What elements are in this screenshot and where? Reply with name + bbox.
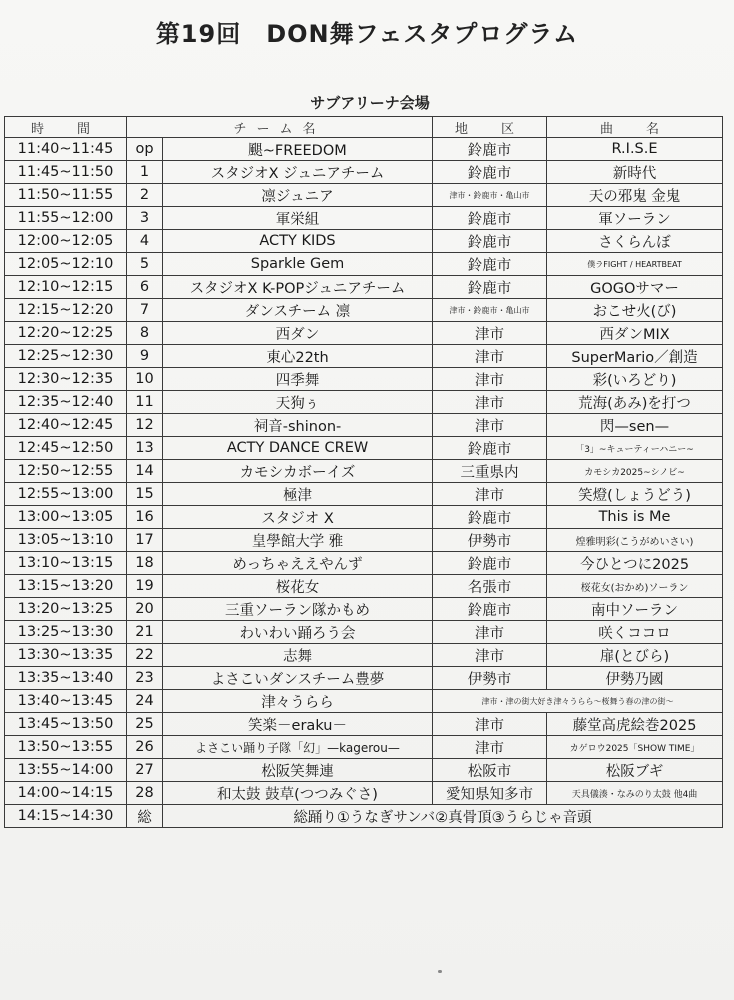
time-cell: 12:35~12:40 xyxy=(5,391,127,414)
team-cell: 三重ソーラン隊かもめ xyxy=(163,598,433,621)
table-row xyxy=(5,690,723,713)
time-cell: 13:05~13:10 xyxy=(5,529,127,552)
area-cell: 名張市 xyxy=(433,575,547,598)
area-cell: 津市 xyxy=(433,391,547,414)
song-cell: 彩(いろどり) xyxy=(547,368,723,391)
number-cell: 12 xyxy=(127,414,163,437)
song-cell: 桜花女(おかめ)ソーラン xyxy=(547,575,723,598)
area-cell: 鈴鹿市 xyxy=(433,207,547,230)
time-cell: 12:25~12:30 xyxy=(5,345,127,368)
time-cell: 12:50~12:55 xyxy=(5,460,127,483)
table-row xyxy=(5,529,723,552)
table-row xyxy=(5,506,723,529)
time-cell: 11:45~11:50 xyxy=(5,161,127,184)
team-cell: 凛ジュニア xyxy=(163,184,433,207)
number-cell: 5 xyxy=(127,253,163,276)
time-cell: 14:00~14:15 xyxy=(5,782,127,805)
song-cell: 扉(とびら) xyxy=(547,644,723,667)
song-cell: 僕ラFIGHT / HEARTBEAT xyxy=(547,253,723,276)
number-cell: 16 xyxy=(127,506,163,529)
number-cell: 3 xyxy=(127,207,163,230)
song-cell: 南中ソーラン xyxy=(547,598,723,621)
table-row xyxy=(5,644,723,667)
number-cell: 14 xyxy=(127,460,163,483)
team-cell: スタジオX ジュニアチーム xyxy=(163,161,433,184)
table-row xyxy=(5,138,723,161)
area-cell: 津市 xyxy=(433,644,547,667)
time-cell: 13:55~14:00 xyxy=(5,759,127,782)
team-cell: 西ダン xyxy=(163,322,433,345)
time-cell: 13:45~13:50 xyxy=(5,713,127,736)
number-cell: 24 xyxy=(127,690,163,713)
song-cell: 咲くココロ xyxy=(547,621,723,644)
song-cell: 天の邪鬼 金鬼 xyxy=(547,184,723,207)
number-cell: 9 xyxy=(127,345,163,368)
header-time: 時 間 xyxy=(5,117,127,138)
time-cell: 13:15~13:20 xyxy=(5,575,127,598)
number-cell: 17 xyxy=(127,529,163,552)
table-row xyxy=(5,552,723,575)
page-title: 第19回 DON舞フェスタプログラム xyxy=(155,20,579,48)
table-row xyxy=(5,575,723,598)
team-cell: 颶~FREEDOM xyxy=(163,138,433,161)
number-cell: 19 xyxy=(127,575,163,598)
area-cell: 三重県内 xyxy=(433,460,547,483)
team-cell: Sparkle Gem xyxy=(163,253,433,276)
team-cell: 祠音-shinon- xyxy=(163,414,433,437)
area-cell: 松阪市 xyxy=(433,759,547,782)
song-cell: 天具儀湊・なみのり太鼓 他4曲 xyxy=(547,782,723,805)
time-cell: 13:50~13:55 xyxy=(5,736,127,759)
time-cell: 13:00~13:05 xyxy=(5,506,127,529)
song-cell: 新時代 xyxy=(547,161,723,184)
area-cell: 津市 xyxy=(433,345,547,368)
finale-row xyxy=(5,805,723,828)
number-cell: 10 xyxy=(127,368,163,391)
table-row xyxy=(5,437,723,460)
area-cell: 鈴鹿市 xyxy=(433,230,547,253)
area-cell: 伊勢市 xyxy=(433,667,547,690)
time-cell: 12:10~12:15 xyxy=(5,276,127,299)
number-cell: 27 xyxy=(127,759,163,782)
table-row xyxy=(5,253,723,276)
time-cell: 12:40~12:45 xyxy=(5,414,127,437)
time-cell: 13:10~13:15 xyxy=(5,552,127,575)
song-cell: おこせ火(び) xyxy=(547,299,723,322)
team-cell: 桜花女 xyxy=(163,575,433,598)
team-cell: よさこいダンスチーム豊夢 xyxy=(163,667,433,690)
song-cell: 今ひとつに2025 xyxy=(547,552,723,575)
table-row xyxy=(5,161,723,184)
song-cell: 軍ソーラン xyxy=(547,207,723,230)
time-cell: 13:40~13:45 xyxy=(5,690,127,713)
area-cell: 津市 xyxy=(433,713,547,736)
song-cell: さくらんぼ xyxy=(547,230,723,253)
team-cell: 志舞 xyxy=(163,644,433,667)
table-row xyxy=(5,782,723,805)
area-cell: 鈴鹿市 xyxy=(433,276,547,299)
team-cell: カモシカボーイズ xyxy=(163,460,433,483)
table-row xyxy=(5,460,723,483)
area-cell: 鈴鹿市 xyxy=(433,161,547,184)
time-cell: 12:55~13:00 xyxy=(5,483,127,506)
area-cell: 津市 xyxy=(433,322,547,345)
team-cell: 松阪笑舞連 xyxy=(163,759,433,782)
team-cell: 皇學館大学 雅 xyxy=(163,529,433,552)
team-cell: 和太鼓 鼓草(つつみぐさ) xyxy=(163,782,433,805)
number-cell: 11 xyxy=(127,391,163,414)
song-cell: R.I.S.E xyxy=(547,138,723,161)
area-cell: 津市 xyxy=(433,621,547,644)
table-row xyxy=(5,230,723,253)
table-row xyxy=(5,713,723,736)
song-cell: 津市・津の街大好き津々うらら～桜舞う春の津の街～ xyxy=(433,690,723,713)
song-cell: 松阪ブギ xyxy=(547,759,723,782)
header-team: チーム名 xyxy=(127,117,433,138)
team-cell: 天狗ぅ xyxy=(163,391,433,414)
team-cell: ダンスチーム 凛 xyxy=(163,299,433,322)
song-cell: SuperMario／創造 xyxy=(547,345,723,368)
table-row xyxy=(5,368,723,391)
team-cell: 笑楽－eraku－ xyxy=(163,713,433,736)
area-cell: 津市・鈴鹿市・亀山市 xyxy=(433,299,547,322)
number-cell: 28 xyxy=(127,782,163,805)
team-cell: 軍栄組 xyxy=(163,207,433,230)
time-cell: 12:05~12:10 xyxy=(5,253,127,276)
team-cell: ACTY KIDS xyxy=(163,230,433,253)
number-cell: 22 xyxy=(127,644,163,667)
area-cell: 津市・鈴鹿市・亀山市 xyxy=(433,184,547,207)
team-cell: 極津 xyxy=(163,483,433,506)
number-cell: 21 xyxy=(127,621,163,644)
time-cell: 12:45~12:50 xyxy=(5,437,127,460)
table-row xyxy=(5,345,723,368)
time-cell: 11:55~12:00 xyxy=(5,207,127,230)
time-cell: 12:00~12:05 xyxy=(5,230,127,253)
team-cell: スタジオ X xyxy=(163,506,433,529)
table-row xyxy=(5,621,723,644)
schedule-body xyxy=(5,138,723,828)
team-cell: ACTY DANCE CREW xyxy=(163,437,433,460)
table-row xyxy=(5,184,723,207)
area-cell: 鈴鹿市 xyxy=(433,552,547,575)
song-cell: 藤堂高虎絵巻2025 xyxy=(547,713,723,736)
number-cell: 23 xyxy=(127,667,163,690)
table-row xyxy=(5,759,723,782)
table-row xyxy=(5,299,723,322)
number-cell: 13 xyxy=(127,437,163,460)
area-cell: 鈴鹿市 xyxy=(433,598,547,621)
time-cell: 11:40~11:45 xyxy=(5,138,127,161)
song-cell: 西ダンMIX xyxy=(547,322,723,345)
team-cell: めっちゃええやんず xyxy=(163,552,433,575)
number-cell: 7 xyxy=(127,299,163,322)
song-cell: 荒海(あみ)を打つ xyxy=(547,391,723,414)
team-cell: よさこい踊り子隊「幻」—kagerou— xyxy=(163,736,433,759)
song-cell: 伊勢乃國 xyxy=(547,667,723,690)
header-row xyxy=(5,117,723,138)
number-cell: 4 xyxy=(127,230,163,253)
area-cell: 津市 xyxy=(433,483,547,506)
header-song: 曲 名 xyxy=(547,117,723,138)
time-cell: 13:30~13:35 xyxy=(5,644,127,667)
area-cell: 津市 xyxy=(433,414,547,437)
time-cell: 12:15~12:20 xyxy=(5,299,127,322)
team-cell: わいわい踊ろう会 xyxy=(163,621,433,644)
finale-cell: 総踊り①うなぎサンバ②真骨頂③うらじゃ音頭 xyxy=(163,805,723,828)
team-cell: 東心22th xyxy=(163,345,433,368)
paper-mark xyxy=(438,970,442,973)
number-cell: 1 xyxy=(127,161,163,184)
header-area: 地 区 xyxy=(433,117,547,138)
number-cell: 総 xyxy=(127,805,163,828)
number-cell: 20 xyxy=(127,598,163,621)
number-cell: 6 xyxy=(127,276,163,299)
song-cell: 煌雅明彩(こうがめいさい) xyxy=(547,529,723,552)
table-row xyxy=(5,483,723,506)
song-cell: 閃—sen— xyxy=(547,414,723,437)
table-row xyxy=(5,391,723,414)
team-cell: 津々うらら xyxy=(163,690,433,713)
table-row xyxy=(5,414,723,437)
table-row xyxy=(5,322,723,345)
table-row xyxy=(5,207,723,230)
area-cell: 伊勢市 xyxy=(433,529,547,552)
song-cell: This is Me xyxy=(547,506,723,529)
area-cell: 鈴鹿市 xyxy=(433,437,547,460)
number-cell: 8 xyxy=(127,322,163,345)
song-cell: 「3」~キューティーハニー~ xyxy=(547,437,723,460)
venue-label: サブアリーナ会場 xyxy=(310,94,430,112)
area-cell: 鈴鹿市 xyxy=(433,506,547,529)
number-cell: 15 xyxy=(127,483,163,506)
number-cell: 2 xyxy=(127,184,163,207)
song-cell: GOGOサマー xyxy=(547,276,723,299)
team-cell: スタジオX K-POPジュニアチーム xyxy=(163,276,433,299)
table-row xyxy=(5,736,723,759)
number-cell: 18 xyxy=(127,552,163,575)
table-row xyxy=(5,276,723,299)
area-cell: 鈴鹿市 xyxy=(433,253,547,276)
time-cell: 13:25~13:30 xyxy=(5,621,127,644)
area-cell: 津市 xyxy=(433,368,547,391)
number-cell: op xyxy=(127,138,163,161)
time-cell: 13:35~13:40 xyxy=(5,667,127,690)
team-cell: 四季舞 xyxy=(163,368,433,391)
song-cell: カゲロウ2025「SHOW TIME」 xyxy=(547,736,723,759)
time-cell: 13:20~13:25 xyxy=(5,598,127,621)
table-row xyxy=(5,667,723,690)
area-cell: 鈴鹿市 xyxy=(433,138,547,161)
time-cell: 12:30~12:35 xyxy=(5,368,127,391)
song-cell: カモシカ2025~シノビ~ xyxy=(547,460,723,483)
area-cell: 愛知県知多市 xyxy=(433,782,547,805)
time-cell: 12:20~12:25 xyxy=(5,322,127,345)
song-cell: 笑燈(しょうどう) xyxy=(547,483,723,506)
number-cell: 25 xyxy=(127,713,163,736)
time-cell: 11:50~11:55 xyxy=(5,184,127,207)
time-cell: 14:15~14:30 xyxy=(5,805,127,828)
table-row xyxy=(5,598,723,621)
area-cell: 津市 xyxy=(433,736,547,759)
schedule-table xyxy=(4,116,723,828)
number-cell: 26 xyxy=(127,736,163,759)
